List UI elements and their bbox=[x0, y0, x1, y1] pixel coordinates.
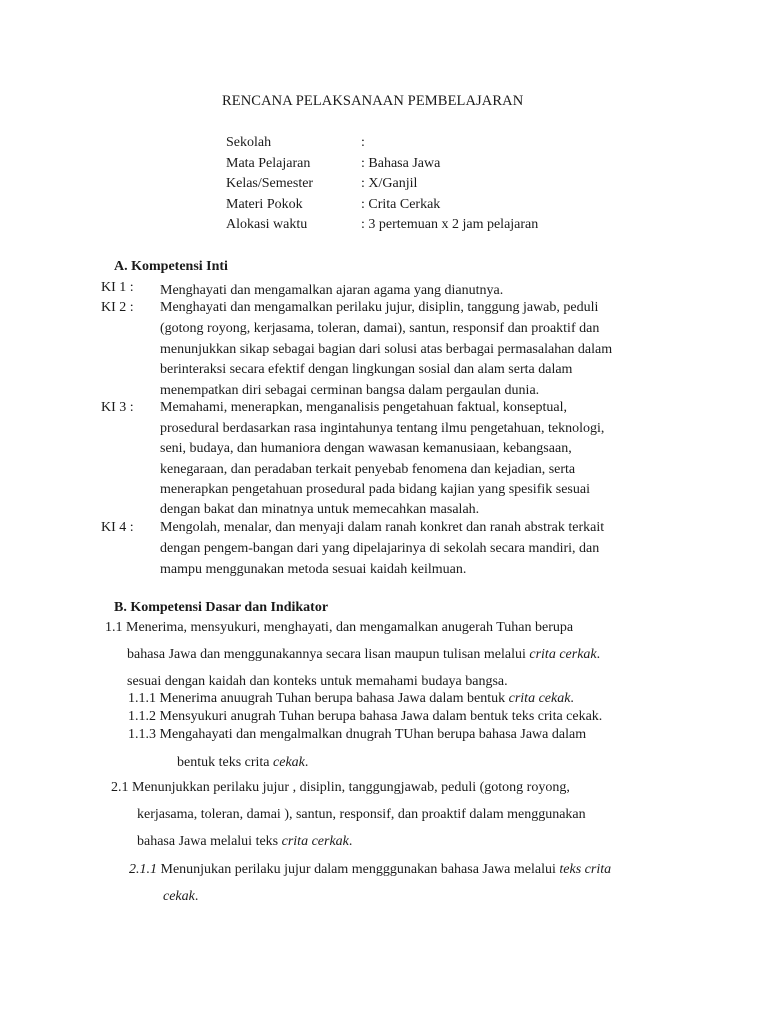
ki4-label: KI 4 : bbox=[101, 520, 134, 535]
ki3-line: menerapkan pengetahuan prosedural pada bidang kajian yang spesifik sesuai bbox=[160, 482, 590, 497]
info-value-material: : Crita Cerkak bbox=[361, 197, 441, 212]
info-label-material: Materi Pokok bbox=[226, 197, 303, 212]
page-title: RENCANA PELAKSANAAN PEMBELAJARAN bbox=[222, 93, 524, 109]
kd1-line: bahasa Jawa dan menggunakannya secara lisan maupun tulisan melalui crita cerkak. bbox=[127, 647, 601, 662]
ki3-label: KI 3 : bbox=[101, 400, 134, 415]
ki3-line: kenegaraan, dan peradaban terkait penyebab fenomena dan kejadian, serta bbox=[160, 462, 576, 477]
kd2-line: kerjasama, toleran, damai ), santun, responsif, dan proaktif dalam menggunakan bbox=[137, 807, 586, 822]
indicator-1-1-3: 1.1.3 Mengahayati dan mengalmalkan dnugrah TUhan berupa bahasa Jawa dalam bbox=[128, 727, 587, 742]
ki3-line: Memahami, menerapkan, menganalisis pengetahuan faktual, konseptual, bbox=[160, 400, 568, 415]
ki4-line: Mengolah, menalar, dan menyaji dalam ranah konkret dan ranah abstrak terkait bbox=[160, 520, 605, 535]
indicator-2-1-1: 2.1.1 Menunjukan perilaku jujur dalam mengggunakan bahasa Jawa melalui teks crita bbox=[129, 862, 612, 877]
kd2-line: 2.1 Menunjukkan perilaku jujur , disiplin, tanggungjawab, peduli (gotong royong, bbox=[111, 780, 570, 795]
ki1-label: KI 1 : bbox=[101, 280, 134, 295]
ki2-line: berinteraksi secara efektif dengan lingkungan sosial dan alam serta dalam bbox=[160, 362, 573, 377]
indicator-1-1-2: 1.1.2 Mensyukuri anugrah Tuhan berupa bahasa Jawa dalam bentuk teks crita cekak. bbox=[128, 709, 603, 724]
info-label-class: Kelas/Semester bbox=[226, 176, 314, 191]
kd1-line: sesuai dengan kaidah dan konteks untuk memahami budaya bangsa. bbox=[127, 674, 508, 689]
kd1-line: 1.1 Menerima, mensyukuri, menghayati, dan mengamalkan anugerah Tuhan berupa bbox=[105, 620, 574, 635]
info-label-time: Alokasi waktu bbox=[226, 217, 308, 232]
info-value-subject: : Bahasa Jawa bbox=[361, 156, 441, 171]
ki2-line: (gotong royong, kerjasama, toleran, damai), santun, responsif dan proaktif dan bbox=[160, 321, 600, 336]
ki3-line: prosedural berdasarkan rasa ingintahunya tentang ilmu pengetahuan, teknologi, bbox=[160, 421, 605, 436]
ki3-line: dengan bakat dan minatnya untuk memecahkan masalah. bbox=[160, 502, 480, 517]
indicator-2-1-1-cont: cekak. bbox=[163, 889, 199, 904]
ki2-line: menunjukkan sikap sebagai bagian dari solusi atas berbagai permasalahan dalam bbox=[160, 342, 613, 357]
ki2-line: menempatkan diri sebagai cerminan bangsa dalam pergaulan dunia. bbox=[160, 383, 540, 398]
info-value-school: : bbox=[361, 135, 365, 150]
info-value-class: : X/Ganjil bbox=[361, 176, 418, 191]
indicator-1-1-1: 1.1.1 Menerima anuugrah Tuhan berupa bahasa Jawa dalam bentuk crita cekak. bbox=[128, 691, 574, 706]
ki4-line: dengan pengem-bangan dari yang dipelajarinya di sekolah secara mandiri, dan bbox=[160, 541, 600, 556]
ki4-line: mampu menggunakan metoda sesuai kaidah keilmuan. bbox=[160, 562, 467, 577]
kd2-line: bahasa Jawa melalui teks crita cerkak. bbox=[137, 834, 353, 849]
ki1-text: Menghayati dan mengamalkan ajaran agama yang dianutnya. bbox=[160, 283, 504, 298]
info-label-school: Sekolah bbox=[226, 135, 272, 150]
info-label-subject: Mata Pelajaran bbox=[226, 156, 311, 171]
section-b-heading: B. Kompetensi Dasar dan Indikator bbox=[114, 600, 329, 615]
ki3-line: seni, budaya, dan humaniora dengan wawasan kemanusiaan, kebangsaan, bbox=[160, 441, 572, 456]
ki2-line: Menghayati dan mengamalkan perilaku jujur, disiplin, tanggung jawab, peduli bbox=[160, 300, 599, 315]
info-value-time: : 3 pertemuan x 2 jam pelajaran bbox=[361, 217, 539, 232]
section-a-heading: A. Kompetensi Inti bbox=[114, 259, 228, 274]
indicator-1-1-3-cont: bentuk teks crita cekak. bbox=[177, 755, 309, 770]
ki2-label: KI 2 : bbox=[101, 300, 134, 315]
